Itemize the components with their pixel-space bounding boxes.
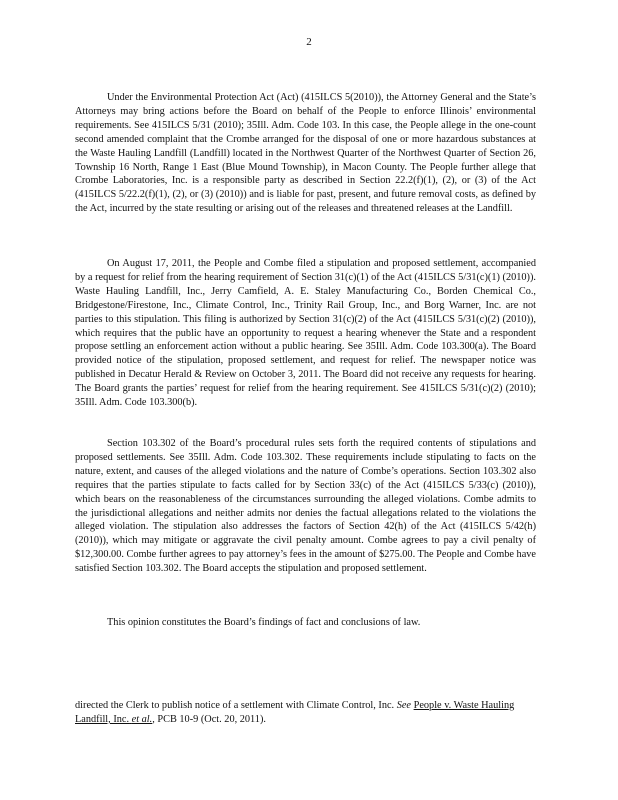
footnote-see: See bbox=[396, 700, 412, 711]
paragraph-findings: This opinion constitutes the Board’s findings of fact and conclusions of law. bbox=[107, 617, 421, 628]
footnote-case-name-text: People v. Waste Hauling Landfill, Inc. bbox=[75, 700, 515, 725]
footnote-et-al: et al. bbox=[131, 713, 153, 725]
footnote-citation: , PCB 10-9 (Oct. 20, 2011). bbox=[152, 713, 266, 725]
footnote bbox=[75, 699, 536, 727]
footnote-lead: directed the Clerk to publish notice of a settlement with Climate Control, Inc. bbox=[75, 700, 395, 711]
paragraph-stipulation-filing: On August 17, 2011, the People and Combe filed a stipulation and proposed settlement, accompanied by a request for relief from the hearing requirement of Section 31(c)(1) of the Act (415ILCS 5/31(c)(1) (2010)). Waste Hauling Landfill, Inc., Jerry Camfield, A. E. Staley Manufacturing Co., Borden Chemical Co., Bridgestone/Firestone, Inc., Climate Control, Inc., Trinity Rail Group, Inc., and Borg Warner, Inc. are not parties to this stipulation. This filing is authorized by Section 31(c)(2) of the Act (415ILCS 5/31(c)(2) (2010)), which requires that the public have an opportunity to request a hearing whenever the State and a respondent propose settling an enforcement action without a public hearing. See 35Ill. Adm. Code 103.300(a). The Board provided notice of the stipulation, proposed settlement, and request for relief. The newspaper notice was published in Decatur Herald & Review on October 3, 2011. The Board did not receive any requests for hearing. The Board grants the parties’ request for relief from the hearing requirement. See 415ILCS 5/31(c)(2) (2010); 35Ill. Adm. Code 103.300(b). bbox=[75, 258, 536, 409]
paragraph-background: Under the Environmental Protection Act (Act) (415ILCS 5(2010)), the Attorney General and the State’s Attorneys may bring actions before the Board on behalf of the People to enforce Illinois’ environmental requirements. See 415ILCS 5/31 (2010); 35Ill. Adm. Code 103. In this case, the People allege in the one-count second amended complaint that the Crombe arranged for the disposal of one or more hazardous substances at the Waste Hauling Landfill (Landfill) located in the Northwest Quarter of the Northwest Quarter of Section 26, Township 16 North, Range 1 East (Blue Mound Township), in Macon County. The People further allege that Crombe Laboratories, Inc. is a responsible party as described in Section 22.2(f)(1), (2), or (3) of the Act (415ILCS 5/22.2(f)(1), (2), or (3) (2010)) and is liable for past, present, and future removal costs, as defined by the Act, incurred by the state resulting or arising out of the releases and threatened releases at the Landfill. bbox=[75, 92, 536, 215]
page-number: 2 bbox=[306, 36, 312, 48]
paragraph-procedural-rules: Section 103.302 of the Board’s procedural rules sets forth the required contents of stipulations and proposed settlements. See 35Ill. Adm. Code 103.302. These requirements include stipulating to facts on the nature, extent, and causes of the alleged violations and the nature of Combe’s operations. Section 103.302 also requires that the parties stipulate to facts called for by Section 33(c) of the Act (415ILCS 5/33(c) (2010)), which bears on the reasonableness of the circumstances surrounding the alleged violations. Combe admits to the jurisdictional allegations and neither admits nor denies the factual allegations related to the violations the alleged violation. The stipulation also addresses the factors of Section 42(h) of the Act (415ILCS 5/42(h) (2010)), which may mitigate or aggravate the civil penalty amount. Combe agrees to pay a civil penalty of $12,300.00. Combe further agrees to pay attorney’s fees in the amount of $275.00. The People and Combe have satisfied Section 103.302. The Board accepts the stipulation and proposed settlement. bbox=[75, 438, 536, 575]
